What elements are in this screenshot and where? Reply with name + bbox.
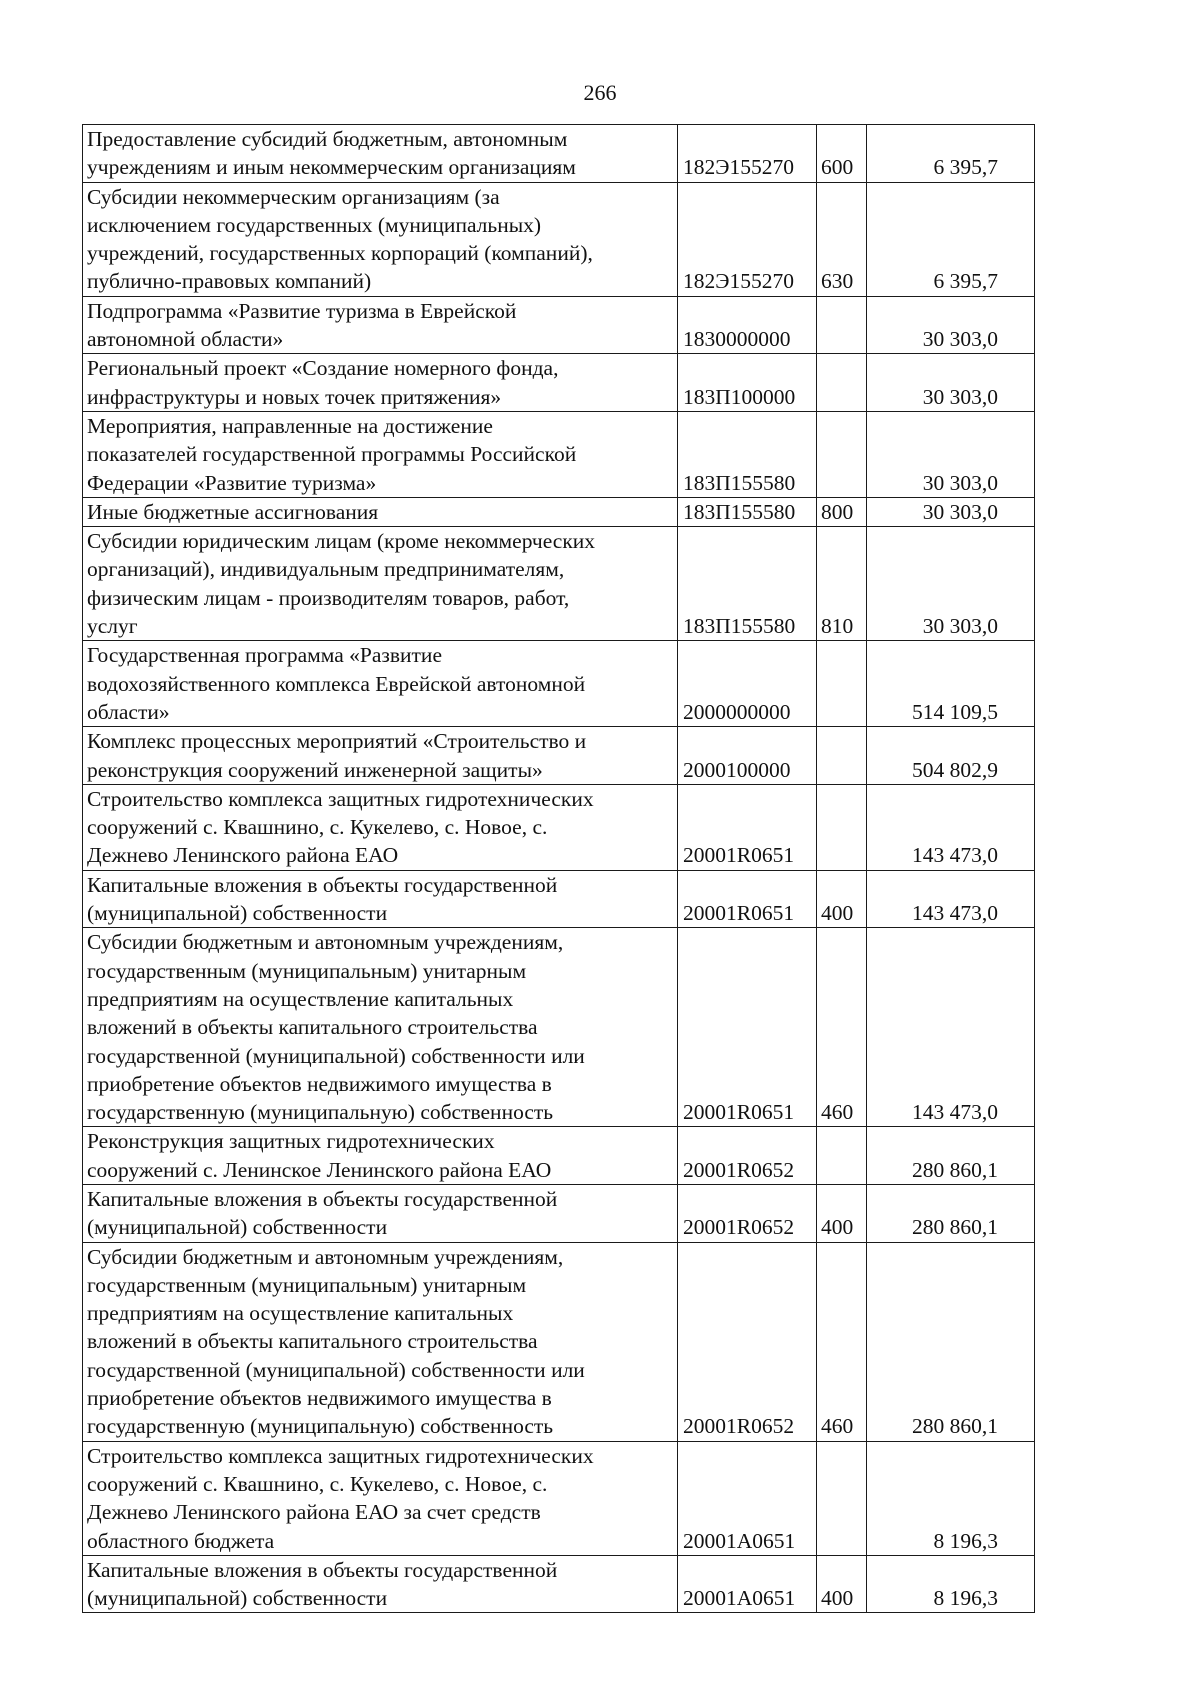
row-sum: 30 303,0 — [867, 296, 1035, 354]
table-row — [83, 296, 1035, 354]
row-type: 460 — [817, 1242, 867, 1441]
row-code: 20001A0651 — [678, 1441, 817, 1555]
row-name: Строительство комплекса защитных гидротехнических сооружений с. Квашнино, с. Кукелево, с. Новое, с. Дежнево Ленинского района ЕАО — [83, 784, 678, 870]
row-sum: 143 473,0 — [867, 784, 1035, 870]
row-code: 1830000000 — [678, 296, 817, 354]
budget-table — [82, 124, 1035, 1613]
row-type: 400 — [817, 870, 867, 928]
table-row — [83, 182, 1035, 296]
row-sum: 30 303,0 — [867, 527, 1035, 641]
row-name: Субсидии некоммерческим организациям (за исключением государственных (муниципальных) учреждений, государственных корпораций (компаний), публично-правовых компаний) — [83, 182, 678, 296]
table-row — [83, 727, 1035, 785]
row-name: Капитальные вложения в объекты государственной (муниципальной) собственности — [83, 870, 678, 928]
row-type — [817, 411, 867, 497]
row-type: 810 — [817, 527, 867, 641]
table-row — [83, 497, 1035, 526]
row-code: 20001A0651 — [678, 1555, 817, 1613]
row-sum: 514 109,5 — [867, 641, 1035, 727]
row-sum: 8 196,3 — [867, 1555, 1035, 1613]
row-sum: 280 860,1 — [867, 1127, 1035, 1185]
row-name: Капитальные вложения в объекты государственной (муниципальной) собственности — [83, 1555, 678, 1613]
row-code: 20001R0651 — [678, 928, 817, 1127]
row-name: Региональный проект «Создание номерного фонда, инфраструктуры и новых точек притяжения» — [83, 354, 678, 412]
row-code: 2000000000 — [678, 641, 817, 727]
row-name: Строительство комплекса защитных гидротехнических сооружений с. Квашнино, с. Кукелево, с. Новое, с. Дежнево Ленинского района ЕАО за счет средств областного бюджета — [83, 1441, 678, 1555]
table-row — [83, 784, 1035, 870]
table-row — [83, 1184, 1035, 1242]
row-code: 182Э155270 — [678, 182, 817, 296]
table-row — [83, 928, 1035, 1127]
row-type: 600 — [817, 125, 867, 183]
page-number: 266 — [583, 80, 617, 105]
row-code: 20001R0652 — [678, 1184, 817, 1242]
row-code: 183П155580 — [678, 411, 817, 497]
table-row — [83, 1441, 1035, 1555]
row-code: 20001R0652 — [678, 1127, 817, 1185]
row-code: 20001R0651 — [678, 870, 817, 928]
row-name: Субсидии бюджетным и автономным учреждениям, государственным (муниципальным) унитарным предприятиям на осуществление капитальных вложений в объекты капитального строительства государственной (муниципальной) собственности или приобретение объектов недвижимого имущества в государственную (муниципальную) собственность — [83, 928, 678, 1127]
row-name: Комплекс процессных мероприятий «Строительство и реконструкция сооружений инженерной защиты» — [83, 727, 678, 785]
row-name: Субсидии юридическим лицам (кроме некоммерческих организаций), индивидуальным предпринимателям, физическим лицам - производителям товаров, работ, услуг — [83, 527, 678, 641]
table-row — [83, 870, 1035, 928]
row-sum: 143 473,0 — [867, 928, 1035, 1127]
row-type — [817, 641, 867, 727]
row-name: Реконструкция защитных гидротехнических сооружений с. Ленинское Ленинского района ЕАО — [83, 1127, 678, 1185]
table-row — [83, 1242, 1035, 1441]
row-code: 20001R0651 — [678, 784, 817, 870]
row-code: 183П155580 — [678, 527, 817, 641]
row-code: 183П155580 — [678, 497, 817, 526]
row-type: 460 — [817, 928, 867, 1127]
row-code: 183П100000 — [678, 354, 817, 412]
row-name: Капитальные вложения в объекты государственной (муниципальной) собственности — [83, 1184, 678, 1242]
row-name: Мероприятия, направленные на достижение показателей государственной программы Российской Федерации «Развитие туризма» — [83, 411, 678, 497]
table-row — [83, 411, 1035, 497]
row-name: Подпрограмма «Развитие туризма в Еврейской автономной области» — [83, 296, 678, 354]
table-row — [83, 1555, 1035, 1613]
row-sum: 30 303,0 — [867, 411, 1035, 497]
row-name: Государственная программа «Развитие водохозяйственного комплекса Еврейской автономной области» — [83, 641, 678, 727]
row-sum: 30 303,0 — [867, 354, 1035, 412]
row-name: Предоставление субсидий бюджетным, автономным учреждениям и иным некоммерческим организациям — [83, 125, 678, 183]
row-sum: 504 802,9 — [867, 727, 1035, 785]
row-type — [817, 727, 867, 785]
row-code: 2000100000 — [678, 727, 817, 785]
row-type — [817, 354, 867, 412]
table-row — [83, 527, 1035, 641]
row-sum: 280 860,1 — [867, 1242, 1035, 1441]
table-row — [83, 125, 1035, 183]
row-sum: 8 196,3 — [867, 1441, 1035, 1555]
table-row — [83, 1127, 1035, 1185]
row-type — [817, 296, 867, 354]
row-type: 400 — [817, 1555, 867, 1613]
row-name: Субсидии бюджетным и автономным учреждениям, государственным (муниципальным) унитарным предприятиям на осуществление капитальных вложений в объекты капитального строительства государственной (муниципальной) собственности или приобретение объектов недвижимого имущества в государственную (муниципальную) собственность — [83, 1242, 678, 1441]
row-code: 182Э155270 — [678, 125, 817, 183]
row-code: 20001R0652 — [678, 1242, 817, 1441]
row-type — [817, 1127, 867, 1185]
row-type: 400 — [817, 1184, 867, 1242]
row-type — [817, 1441, 867, 1555]
row-name: Иные бюджетные ассигнования — [83, 497, 678, 526]
row-sum: 6 395,7 — [867, 125, 1035, 183]
row-type: 800 — [817, 497, 867, 526]
table-row — [83, 641, 1035, 727]
row-type: 630 — [817, 182, 867, 296]
row-sum: 143 473,0 — [867, 870, 1035, 928]
row-sum: 280 860,1 — [867, 1184, 1035, 1242]
row-sum: 30 303,0 — [867, 497, 1035, 526]
row-type — [817, 784, 867, 870]
table-row — [83, 354, 1035, 412]
row-sum: 6 395,7 — [867, 182, 1035, 296]
